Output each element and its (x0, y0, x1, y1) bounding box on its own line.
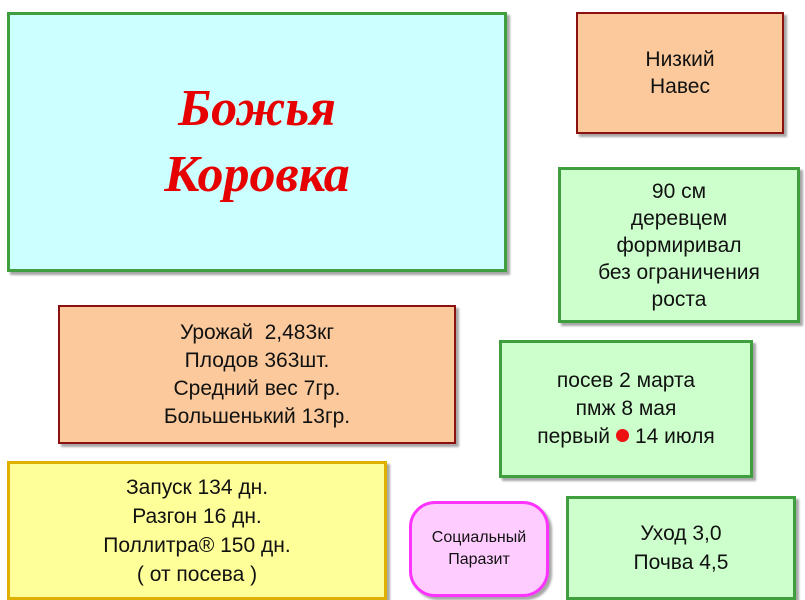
timeline-info-box (7, 461, 387, 600)
timeline-line-4: ( от посева ) (136, 562, 258, 586)
timeline-line-3: Поллитра® 150 дн. (103, 533, 291, 557)
growth-line-4: без ограничения (598, 260, 760, 284)
variety-title-box (7, 12, 507, 272)
parasite-line-2: Паразит (448, 551, 510, 568)
parasite-line-1: Социальный (431, 529, 527, 546)
yield-line-2: Плодов 363шт. (184, 348, 330, 372)
canopy-line-2: Навес (650, 75, 710, 98)
canopy-line-1: Низкий (645, 48, 715, 71)
yield-stats-box (58, 305, 456, 444)
care-line-2: Почва 4,5 (633, 551, 729, 574)
care-rating-box (566, 496, 796, 600)
red-dot-icon (616, 429, 629, 442)
variety-title-line-2: Коровка (164, 146, 350, 203)
social-parasite-badge (409, 501, 549, 597)
yield-line-1: Урожай 2,483кг (179, 320, 335, 344)
care-line-1: Уход 3,0 (640, 522, 722, 545)
dates-line-3-prefix: первый (537, 425, 610, 448)
growth-line-3: формиривал (616, 233, 742, 257)
yield-line-3: Средний вес 7гр. (173, 376, 341, 400)
timeline-line-1: Запуск 134 дн. (125, 475, 269, 499)
yield-line-4: Большенький 13гр. (163, 404, 351, 428)
growth-line-1: 90 см (651, 179, 707, 203)
dates-line-3-suffix: 14 июля (634, 425, 715, 448)
dates-line-3 (537, 423, 715, 451)
growth-info-box (558, 167, 800, 323)
canopy-info-box (576, 12, 784, 134)
growth-line-5: роста (651, 287, 707, 311)
dates-line-1: посев 2 марта (556, 369, 696, 392)
variety-title-line-1: Божья (178, 80, 336, 137)
timeline-line-2: Разгон 16 дн. (132, 504, 262, 528)
dates-info-box (499, 340, 753, 478)
dates-line-2: пмж 8 мая (575, 397, 677, 420)
growth-line-2: деревцем (630, 206, 728, 230)
